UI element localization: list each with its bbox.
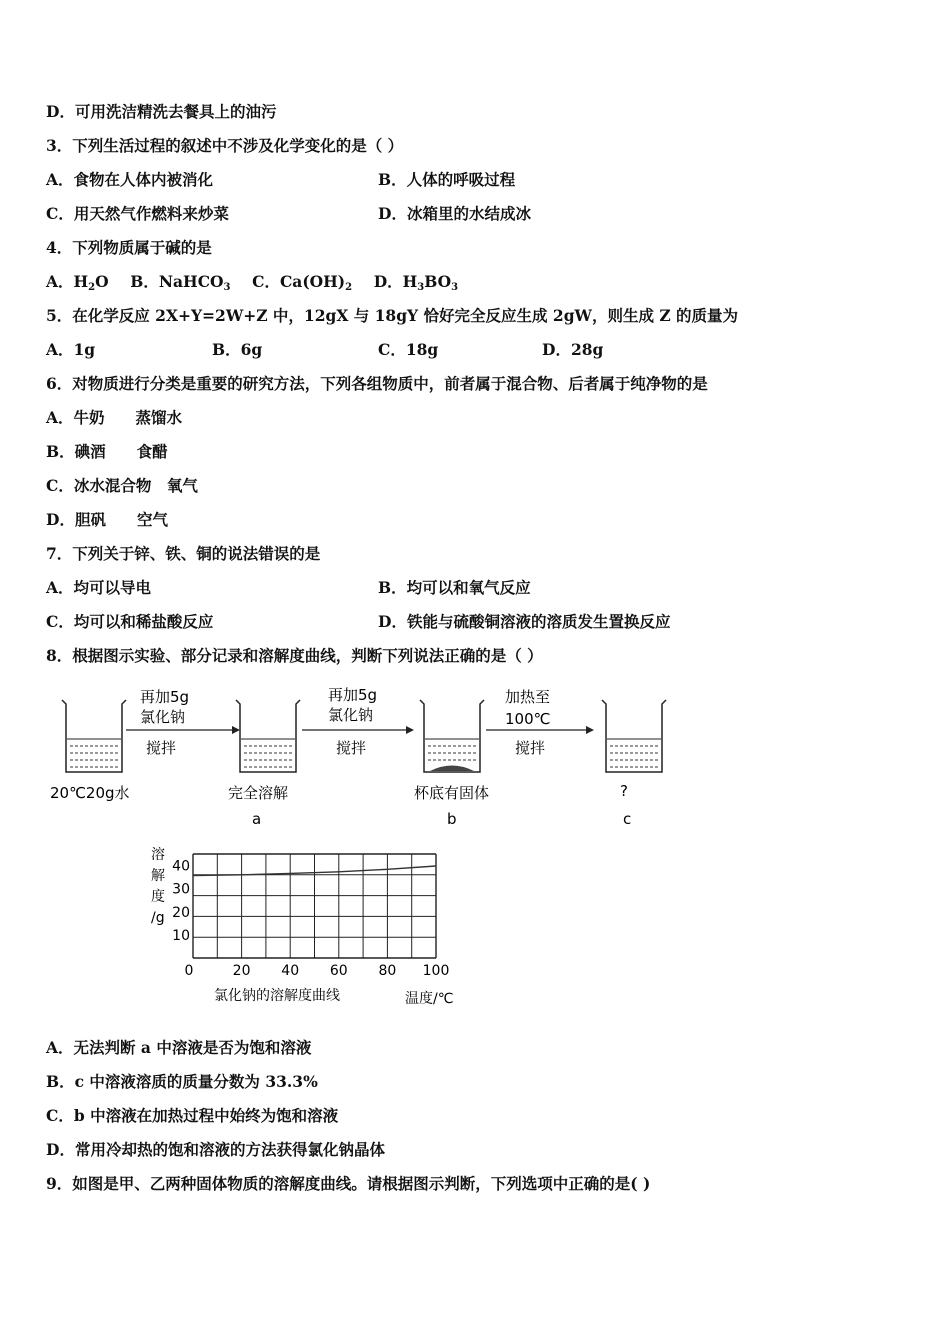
y-tick-label: 10 bbox=[172, 927, 190, 944]
step1-line3: 搅拌 bbox=[146, 739, 177, 757]
x-tick-label: 80 bbox=[378, 963, 397, 979]
q6-stem: 6．对物质进行分类是重要的研究方法，下列各组物质中，前者属于混合物、后者属于纯净物的是 bbox=[46, 374, 708, 393]
q4-option-a: A．$H_2O$ bbox=[46, 272, 109, 293]
q7-option-a: A．均可以导电 bbox=[46, 578, 152, 597]
step2-line1: 再加5g bbox=[328, 686, 378, 704]
q5-option-b: B．6g bbox=[212, 340, 263, 359]
q7-stem: 7．下列关于锌、铁、铜的说法错误的是 bbox=[46, 544, 321, 563]
q3-option-c: C．用天然气作燃料来炒菜 bbox=[46, 204, 229, 223]
beaker-2 bbox=[236, 700, 300, 772]
experiment-diagram bbox=[0, 680, 950, 830]
q5-option-c: C．18g bbox=[378, 340, 439, 359]
label-c: c bbox=[623, 810, 632, 828]
q8-stem: 8．根据图示实验、部分记录和溶解度曲线，判断下列说法正确的是（ ） bbox=[46, 646, 543, 665]
q5-option-a: A．1g bbox=[46, 340, 96, 359]
q6-option-a: A．牛奶 蒸馏水 bbox=[46, 408, 183, 427]
step3-line3: 搅拌 bbox=[515, 739, 546, 757]
step3-line2: 100℃ bbox=[505, 710, 551, 728]
y-tick-label: 40 bbox=[172, 858, 190, 875]
y-label-char-4: /g bbox=[151, 910, 165, 926]
y-tick-label: 30 bbox=[172, 881, 190, 898]
q2-option-d: D．可用洗洁精洗去餐具上的油污 bbox=[46, 102, 277, 121]
label-a: a bbox=[252, 810, 262, 828]
beaker-4 bbox=[602, 700, 666, 772]
x-tick-label: 60 bbox=[329, 963, 348, 979]
q5-stem: 5．在化学反应 2X+Y=2W+Z 中，12gX 与 18gY 恰好完全反应生成 2gW，则生成 Z 的质量为 bbox=[46, 306, 739, 325]
y-label-char-1: 溶 bbox=[151, 847, 165, 863]
q7-option-d: D．铁能与硫酸铜溶液的溶质发生置换反应 bbox=[378, 612, 671, 631]
q8-option-b: B．c 中溶液溶质的质量分数为 33.3% bbox=[46, 1072, 318, 1091]
q8-option-d: D．常用冷却热的饱和溶液的方法获得氯化钠晶体 bbox=[46, 1140, 385, 1159]
step2-line2: 氯化钠 bbox=[328, 706, 374, 724]
x-tick-label: 40 bbox=[281, 963, 300, 979]
beaker-3-caption: 杯底有固体 bbox=[414, 784, 490, 802]
q9-stem: 9．如图是甲、乙两种固体物质的溶解度曲线。请根据图示判断，下列选项中正确的是( ) bbox=[46, 1174, 651, 1193]
q7-option-b: B．均可以和氧气反应 bbox=[378, 578, 531, 597]
q5-option-d: D．28g bbox=[542, 340, 604, 359]
q4-option-c: C．$Ca(OH)_2$ bbox=[252, 272, 353, 293]
q8-option-c: C．b 中溶液在加热过程中始终为饱和溶液 bbox=[46, 1106, 339, 1125]
q3-option-a: A．食物在人体内被消化 bbox=[46, 170, 214, 189]
chart-grid bbox=[193, 854, 436, 958]
x-tick-label: 0 bbox=[184, 963, 194, 979]
q3-option-d: D．冰箱里的水结成冰 bbox=[378, 204, 531, 223]
q4-option-b: B．NaHCO$_3$ bbox=[130, 272, 231, 293]
q6-option-c: C．冰水混合物 氧气 bbox=[46, 476, 198, 495]
y-label-char-2: 解 bbox=[151, 868, 165, 884]
q8-option-a: A．无法判断 a 中溶液是否为饱和溶液 bbox=[46, 1038, 312, 1057]
step3-line1: 加热至 bbox=[505, 688, 551, 706]
x-tick-label: 20 bbox=[232, 963, 251, 979]
q3-stem: 3．下列生活过程的叙述中不涉及化学变化的是（ ） bbox=[46, 136, 404, 155]
beaker-4-caption: ? bbox=[620, 782, 628, 800]
y-tick-labels bbox=[172, 859, 190, 944]
q3-option-b: B．人体的呼吸过程 bbox=[378, 170, 516, 189]
beaker-3 bbox=[420, 700, 484, 772]
beaker-1 bbox=[62, 700, 126, 772]
y-label-char-3: 度 bbox=[151, 889, 165, 905]
arrow-2 bbox=[302, 726, 414, 734]
solubility-chart bbox=[0, 840, 520, 1015]
step1-line2: 氯化钠 bbox=[140, 708, 186, 726]
step1-line1: 再加5g bbox=[140, 688, 190, 706]
beaker-2-caption: 完全溶解 bbox=[228, 784, 289, 802]
x-axis-label: 温度/℃ bbox=[405, 991, 454, 1007]
q4-stem: 4．下列物质属于碱的是 bbox=[46, 238, 212, 257]
step2-line3: 搅拌 bbox=[336, 739, 367, 757]
label-b: b bbox=[447, 810, 457, 828]
chart-title: 氯化钠的溶解度曲线 bbox=[214, 988, 340, 1004]
x-tick-labels bbox=[185, 963, 450, 979]
beaker-1-caption: 20℃20g水 bbox=[50, 784, 130, 802]
q6-option-b: B．碘酒 食醋 bbox=[46, 442, 168, 461]
q4-options bbox=[46, 272, 458, 292]
q6-option-d: D．胆矾 空气 bbox=[46, 510, 168, 529]
arrow-1 bbox=[126, 726, 240, 734]
q4-option-d: D．$H_3BO_3$ bbox=[373, 272, 459, 293]
q7-option-c: C．均可以和稀盐酸反应 bbox=[46, 612, 214, 631]
undissolved-solid bbox=[430, 766, 474, 772]
y-tick-label: 20 bbox=[172, 904, 190, 921]
x-tick-label: 100 bbox=[422, 963, 450, 979]
